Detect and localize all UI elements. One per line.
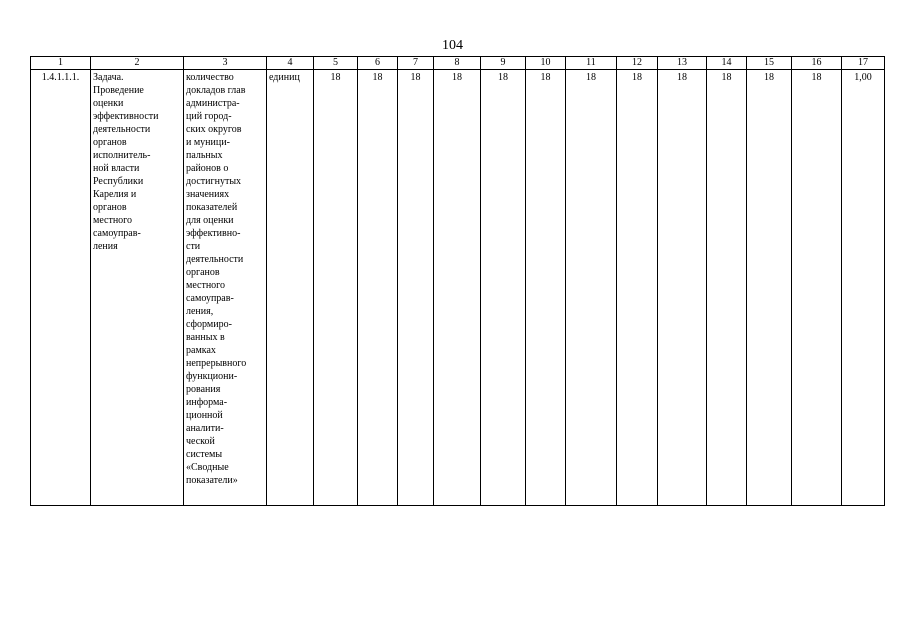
col-header: 13 <box>658 57 707 70</box>
row-value: 18 <box>566 70 617 506</box>
row-value: 18 <box>358 70 398 506</box>
col-header: 12 <box>617 57 658 70</box>
row-value: 18 <box>434 70 481 506</box>
row-value: 18 <box>481 70 526 506</box>
col-header: 9 <box>481 57 526 70</box>
col-header: 6 <box>358 57 398 70</box>
row-value: 18 <box>398 70 434 506</box>
row-ratio: 1,00 <box>842 70 885 506</box>
col-header: 1 <box>31 57 91 70</box>
col-header: 7 <box>398 57 434 70</box>
row-value: 18 <box>707 70 747 506</box>
col-header: 5 <box>314 57 358 70</box>
col-header: 14 <box>707 57 747 70</box>
col-header: 16 <box>792 57 842 70</box>
col-header: 15 <box>747 57 792 70</box>
row-value: 18 <box>747 70 792 506</box>
row-value: 18 <box>526 70 566 506</box>
col-header: 11 <box>566 57 617 70</box>
row-code: 1.4.1.1.1. <box>31 70 91 506</box>
row-value: 18 <box>658 70 707 506</box>
page-number: 104 <box>442 38 463 53</box>
col-header: 10 <box>526 57 566 70</box>
row-task: Задача. Проведение оценки эффективности деятельности органов исполнитель- ной власти Республики Карелия и органов местного самоуправ- ления <box>91 70 184 506</box>
row-unit: единиц <box>267 70 314 506</box>
row-value: 18 <box>314 70 358 506</box>
row-value: 18 <box>792 70 842 506</box>
col-header: 3 <box>184 57 267 70</box>
col-header: 17 <box>842 57 885 70</box>
col-header: 4 <box>267 57 314 70</box>
table-row <box>31 70 885 506</box>
indicators-table <box>30 56 885 506</box>
row-value: 18 <box>617 70 658 506</box>
row-indicator: количество докладов глав администра- ций город- ских округов и муници- пальных районов о достигнутых значениях показателей для оценки эффективно- сти деятельности органов местного самоуправ- ления, сформиро- ванных в рамках непрерывного функциони- рования информа- ционной аналити- ческой системы «Сводные показатели» <box>184 70 267 506</box>
header-row <box>31 57 885 70</box>
col-header: 8 <box>434 57 481 70</box>
col-header: 2 <box>91 57 184 70</box>
